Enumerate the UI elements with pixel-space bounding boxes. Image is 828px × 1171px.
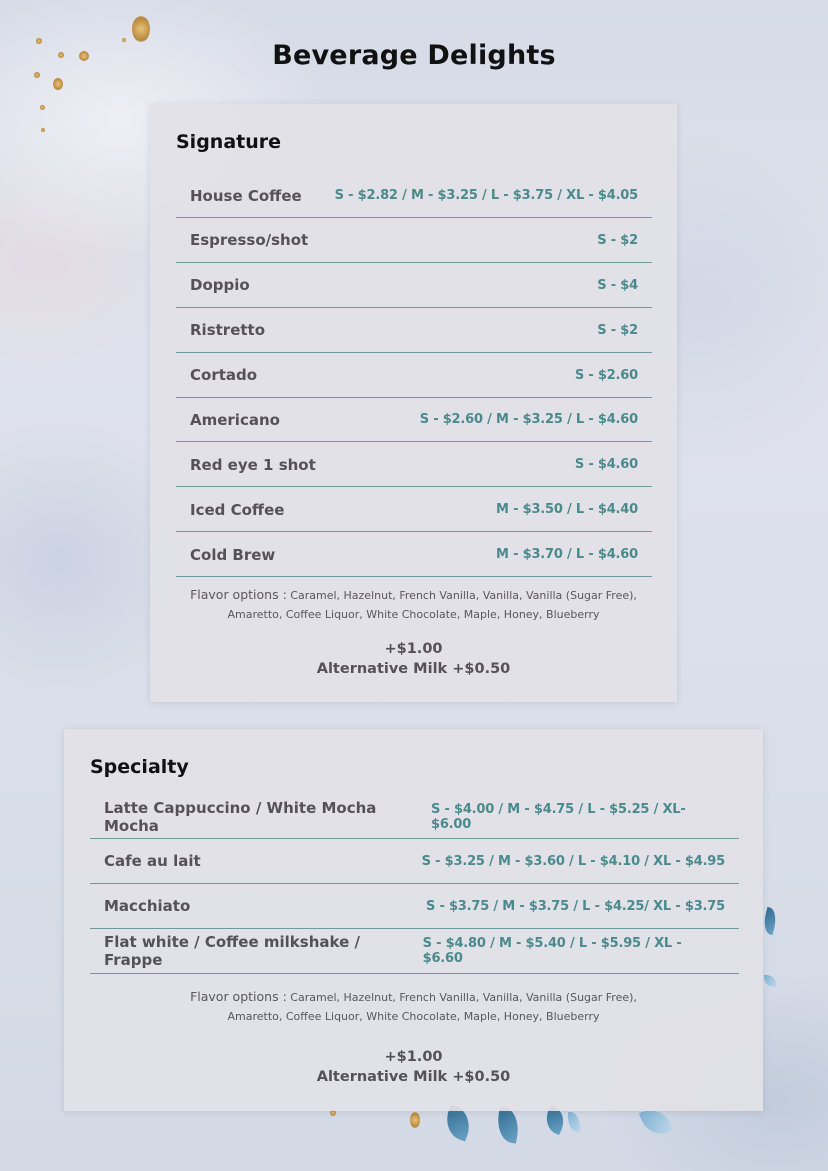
menu-item — [176, 309, 652, 353]
signature-menu-card — [150, 104, 677, 702]
gold-flake-icon — [40, 105, 45, 110]
leaf-icon — [568, 1112, 580, 1132]
menu-item — [176, 264, 652, 308]
menu-item — [176, 443, 652, 487]
item-price: S - $4 — [597, 277, 638, 293]
item-name: Cafe au lait — [104, 852, 201, 871]
menu-item — [176, 354, 652, 398]
section-title: Specialty — [90, 756, 189, 778]
item-name: Ristretto — [190, 321, 266, 340]
menu-item — [90, 885, 739, 929]
item-price: M - $3.70 / L - $4.60 — [496, 547, 638, 563]
item-name: Doppio — [190, 276, 250, 295]
alternative-milk-price: Alternative Milk +$0.50 — [316, 661, 511, 677]
item-price: S - $2 — [597, 322, 638, 338]
item-name: Red eye 1 shot — [190, 455, 316, 474]
menu-list — [90, 795, 739, 975]
section-title: Signature — [176, 131, 282, 153]
page-title: Beverage Delights — [272, 40, 556, 71]
item-name: Cortado — [190, 366, 258, 385]
item-name: Americano — [190, 410, 280, 429]
menu-item — [176, 533, 652, 577]
menu-item — [176, 488, 652, 532]
gold-flake-icon — [34, 72, 40, 78]
item-name: Cold Brew — [190, 545, 276, 564]
item-price: S - $4.60 — [574, 457, 638, 473]
item-price: S - $4.00 / M - $4.75 / L - $5.25 / XL- $6.00 — [430, 801, 686, 832]
specialty-menu-card — [64, 729, 763, 1111]
menu-item — [90, 795, 739, 839]
flavor-price: +$1.00 — [384, 641, 443, 657]
menu-item — [176, 398, 652, 442]
leaf-icon — [761, 907, 779, 935]
item-price: S - $3.75 / M - $3.75 / L - $4.25/ XL - $3.75 — [425, 898, 725, 914]
item-price: M - $3.50 / L - $4.40 — [496, 502, 638, 518]
item-name: Iced Coffee — [190, 500, 285, 519]
flavor-options — [164, 987, 663, 1026]
flavor-options — [170, 585, 657, 624]
item-price: S - $4.80 / M - $5.40 / L - $5.95 / XL - $6.60 — [422, 936, 682, 967]
extras — [64, 1047, 763, 1087]
gold-flake-icon — [132, 16, 150, 42]
item-name: Espresso/shot — [190, 231, 309, 250]
item-price: S - $2.60 / M - $3.25 / L - $4.60 — [419, 412, 638, 428]
item-price: S - $2 — [597, 232, 638, 248]
menu-item — [90, 840, 739, 884]
flavor-price: +$1.00 — [384, 1049, 443, 1065]
item-price: S - $2.60 — [574, 367, 638, 383]
item-name: Latte Cappuccino / White Mocha Mocha — [104, 798, 377, 835]
gold-flake-icon — [41, 128, 45, 132]
flavor-options-list-line2: Amaretto, Coffee Liquor, White Chocolate, Maple, Honey, Blueberry — [227, 1010, 600, 1023]
leaf-icon — [494, 1106, 522, 1143]
item-name: Flat white / Coffee milkshake / Frappe — [104, 933, 360, 970]
alternative-milk-price: Alternative Milk +$0.50 — [316, 1069, 511, 1085]
item-price: S - $2.82 / M - $3.25 / L - $3.75 / XL - $4.05 — [334, 188, 638, 203]
item-price: S - $3.25 / M - $3.60 / L - $4.10 / XL - $4.95 — [421, 853, 725, 869]
flavor-options-list-line2: Amaretto, Coffee Liquor, White Chocolate, Maple, Honey, Blueberry — [227, 608, 600, 621]
gold-flake-icon — [410, 1112, 420, 1128]
item-name: House Coffee — [190, 186, 302, 205]
flavor-options-label: Flavor options : — [190, 587, 287, 602]
flavor-options-label: Flavor options : — [190, 989, 287, 1004]
menu-list — [176, 174, 652, 578]
menu-item — [176, 219, 652, 263]
menu-item — [176, 174, 652, 218]
gold-flake-icon — [53, 78, 63, 90]
flavor-options-list-line1: Caramel, Hazelnut, French Vanilla, Vanilla, Vanilla (Sugar Free), — [290, 991, 637, 1004]
item-name: Macchiato — [104, 897, 191, 916]
flavor-options-list-line1: Caramel, Hazelnut, French Vanilla, Vanilla, Vanilla (Sugar Free), — [290, 589, 637, 602]
extras — [150, 639, 677, 679]
leaf-icon — [764, 975, 776, 987]
menu-item — [90, 930, 739, 974]
